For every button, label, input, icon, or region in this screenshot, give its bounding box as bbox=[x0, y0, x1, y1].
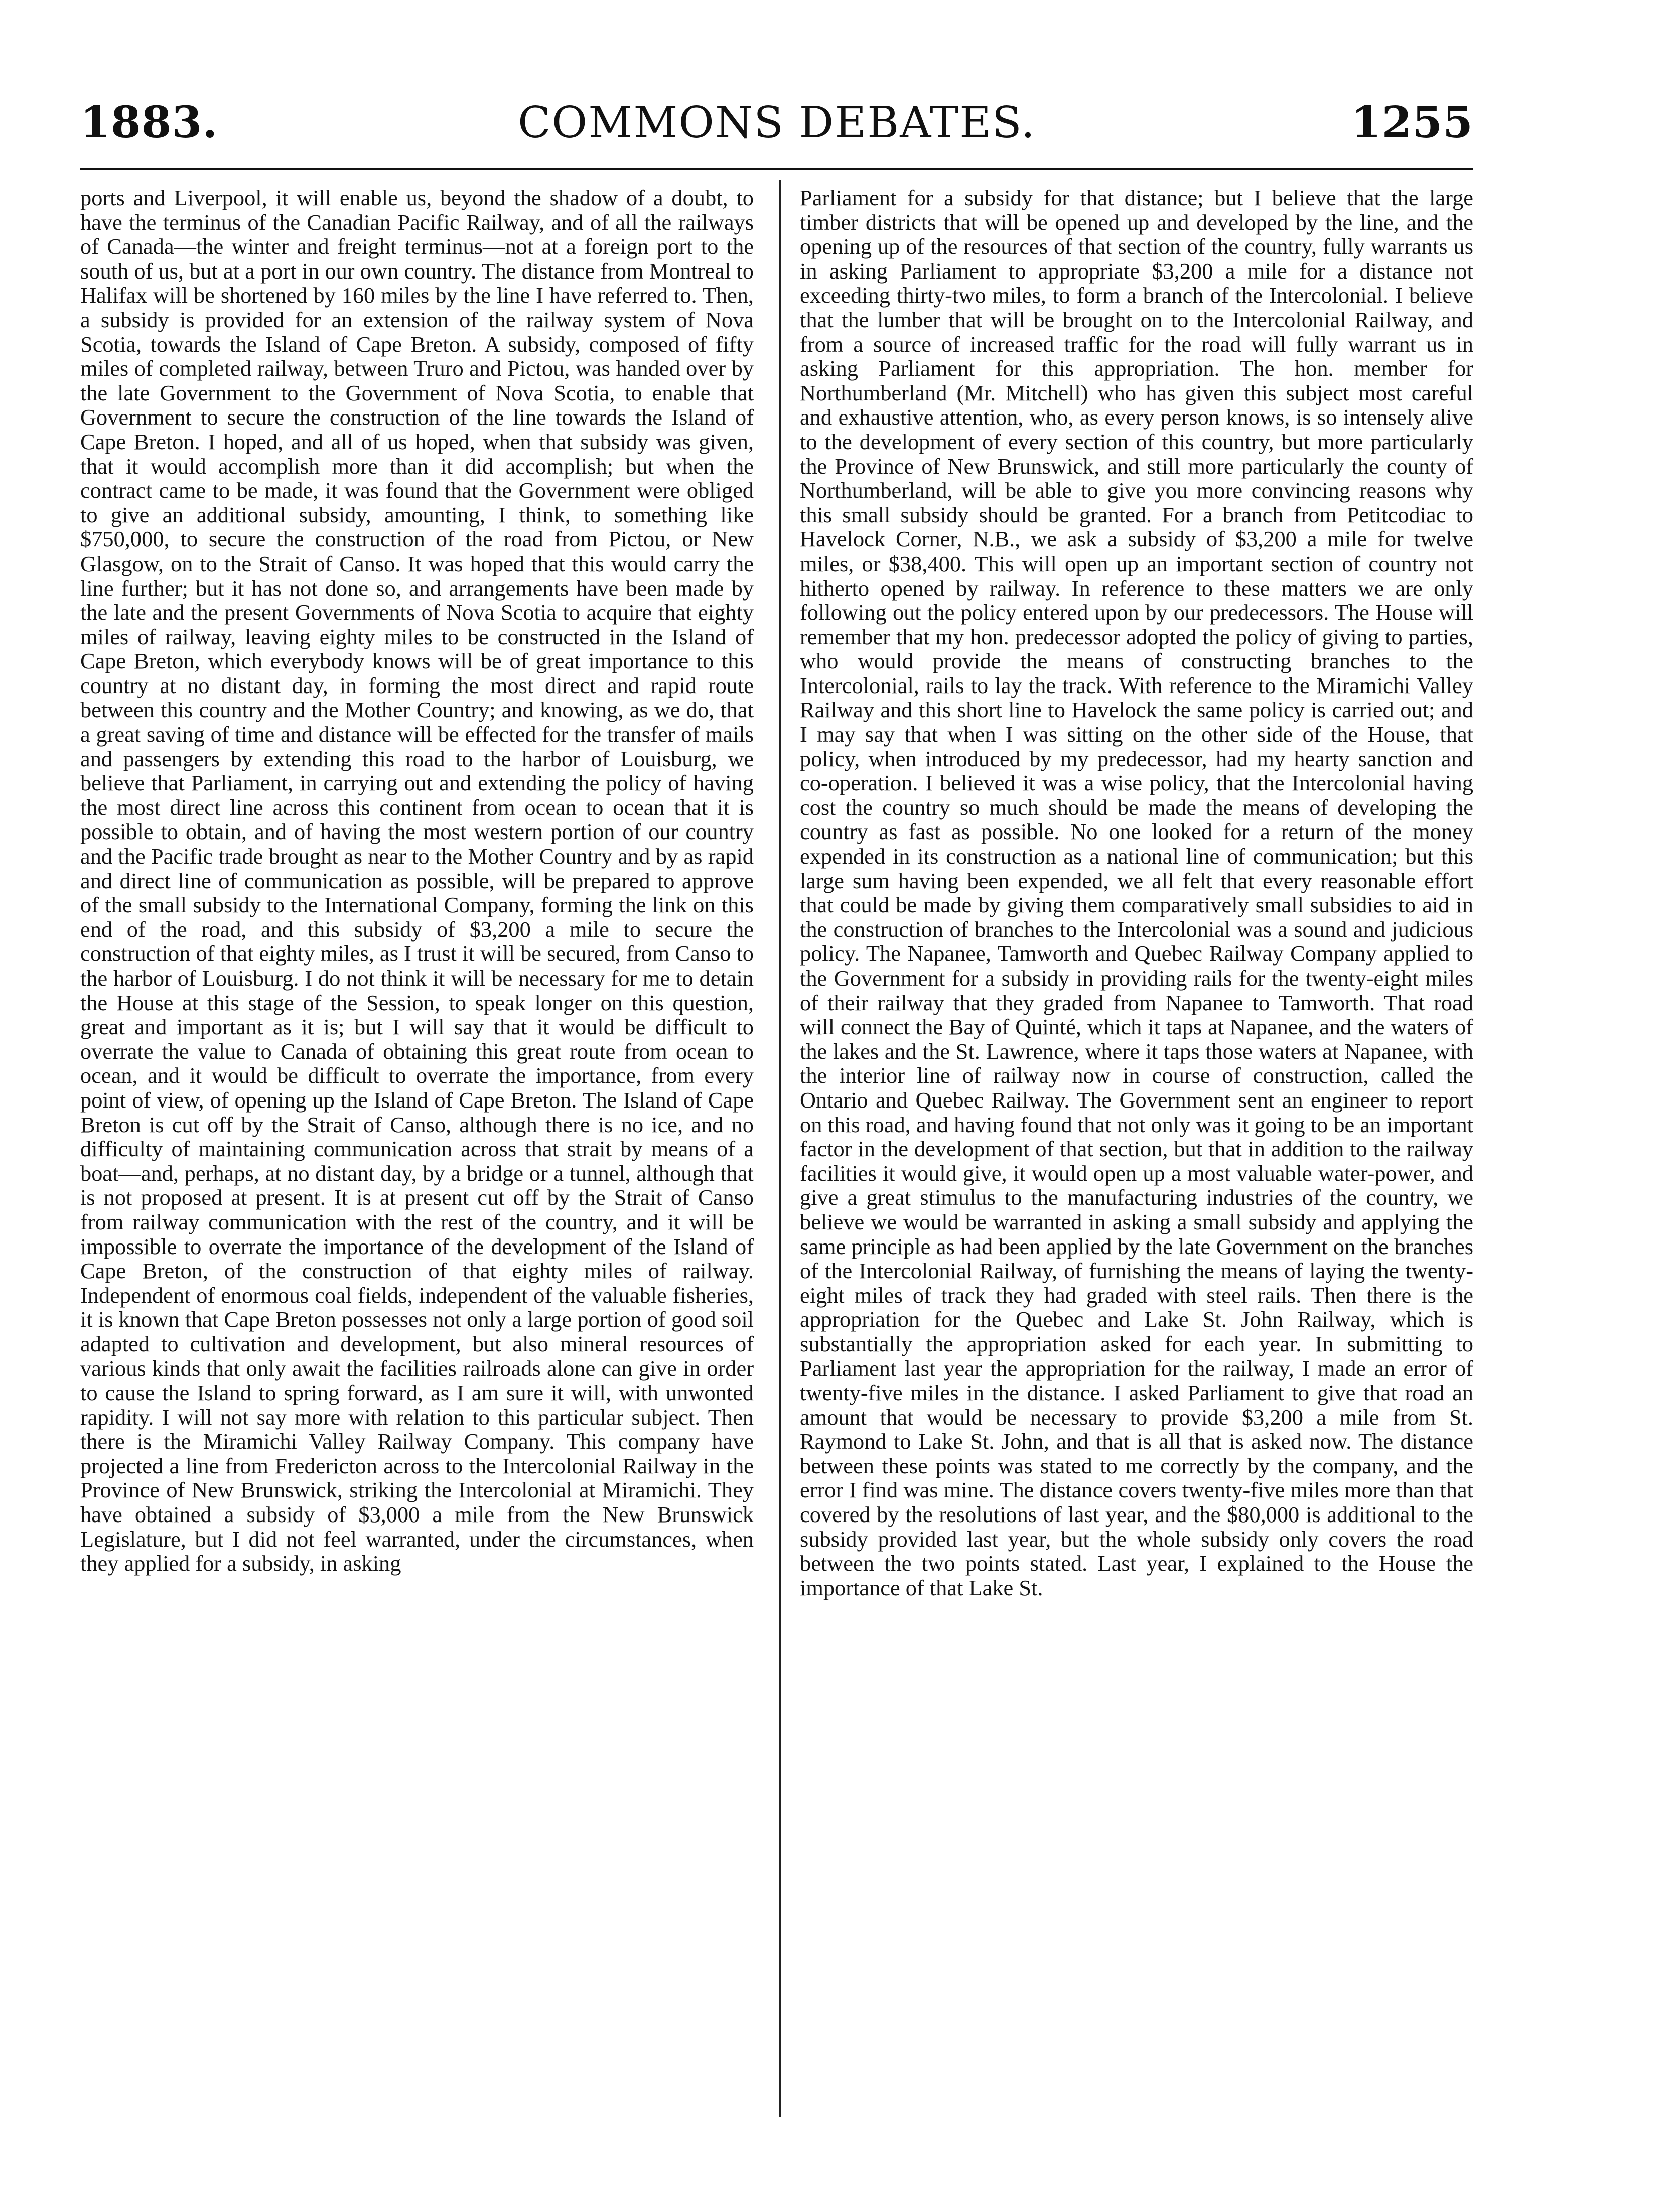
left-column-text: ports and Liverpool, it will enable us, beyond the shadow of a doubt, to have the terminus of the Canadian Pacific Railway, and of all the railways of Canada—the winter and freight terminus—not at a foreign port to the south of us, but at a port in our own country. The distance from Montreal to Halifax will be shortened by 160 miles by the line I have referred to. Then, a subsidy is provided for an extension of the railway system of Nova Scotia, towards the Island of Cape Breton. A subsidy, composed of fifty miles of completed railway, between Truro and Pictou, was handed over by the late Government to the Government of Nova Scotia, to enable that Government to secure the construction of the line towards the Island of Cape Breton. I hoped, and all of us hoped, when that subsidy was given, that it would accomplish more than it did accomplish; but when the contract came to be made, it was found that the Government were obliged to give an additional subsidy, amounting, I think, to something like $750,000, to secure the construction of the road from Pictou, or New Glasgow, on to the Strait of Canso. It was hoped that this would carry the line further; but it has not done so, and arrangements have been made by the late and the present Governments of Nova Scotia to acquire that eighty miles of railway, leaving eighty miles to be constructed in the Island of Cape Breton, which everybody knows will be of great importance to this country at no distant day, in forming the most direct and rapid route between this country and the Mother Country; and knowing, as we do, that a great saving of time and distance will be effected for the transfer of mails and passengers by extending this road to the harbor of Louisburg, we believe that Parliament, in carrying out and extending the policy of having the most direct line across this continent from ocean to ocean that it is possible to obtain, and of having the most western portion of our country and the Pacific trade brought as near to the Mother Country and by as rapid and direct line of communication as possible, will be prepared to approve of the small subsidy to the International Company, forming the link on this end of the road, and this subsidy of $3,200 a mile to secure the construction of that eighty miles, as I trust it will be secured, from Canso to the harbor of Louisburg. I do not think it will be necessary for me to detain the House at this stage of the Session, to speak longer on this question, great and important as it is; but I will say that it would be difficult to overrate the value to Canada of obtaining this great route from ocean to ocean, and it would be difficult to overrate the importance, from every point of view, of opening up the Island of Cape Breton. The Island of Cape Breton is cut off by the Strait of Canso, although there is no ice, and no difficulty of maintaining communication across that strait by means of a boat—and, perhaps, at no distant day, by a bridge or a tunnel, although that is not proposed at present. It is at present cut off by the Strait of Canso from railway communication with the rest of the country, and it will be impossible to overrate the importance of the development of the Island of Cape Breton, of the construction of that eighty miles of railway. Independent of enormous coal fields, independent of the valuable fisheries, it is known that Cape Breton possesses not only a large portion of good soil adapted to cultivation and development, but also mineral resources of various kinds that only await the facilities railroads alone can give in order to cause the Island to spring forward, as I am sure it will, with unwonted rapidity. I will not say more with relation to this particular subject. Then there is the Miramichi Valley Railway Company. This company have projected a line from Fredericton across to the Intercolonial Railway in the Province of New Brunswick, striking the Intercolonial at Miramichi. They have obtained a subsidy of $3,000 a mile from the New Brunswick Legislature, but I did not feel warranted, under the circumstances, when they applied for a subsidy, in asking bbox=[80, 185, 754, 1576]
header-title: COMMONS DEBATES. bbox=[517, 98, 1036, 148]
right-column bbox=[800, 186, 1473, 1600]
header-page-number: 1255 bbox=[1351, 97, 1473, 148]
header-year: 1883. bbox=[80, 97, 218, 148]
column-divider bbox=[779, 180, 781, 2117]
page-header bbox=[80, 95, 1473, 161]
header-rule bbox=[80, 168, 1473, 170]
right-column-text: Parliament for a subsidy for that distance; but I believe that the large timber districts that will be opened up and developed by the line, and the opening up of the resources of that section of the country, fully warrants us in asking Parliament to appropriate $3,200 a mile for a distance not exceeding thirty-two miles, to form a branch of the Intercolonial. I believe that the lumber that will be brought on to the Intercolonial Railway, and from a source of increased traffic for the road will fully warrant us in asking Parliament for this appropriation. The hon. member for Northumberland (Mr. Mitchell) who has given this subject most careful and exhaustive attention, who, as every person knows, is so intensely alive to the development of every section of this country, but more particularly the Province of New Brunswick, and still more particularly the county of Northumberland, will be able to give you more convincing reasons why this small subsidy should be granted. For a branch from Petitcodiac to Havelock Corner, N.B., we ask a subsidy of $3,200 a mile for twelve miles, or $38,400. This will open up an important section of country not hitherto opened by railway. In reference to these matters we are only following out the policy entered upon by our predecessors. The House will remember that my hon. predecessor adopted the policy of giving to parties, who would provide the means of constructing branches to the Intercolonial, rails to lay the track. With reference to the Miramichi Valley Railway and this short line to Havelock the same policy is carried out; and I may say that when I was sitting on the other side of the House, that policy, when introduced by my predecessor, had my hearty sanction and co-operation. I believed it was a wise policy, that the Intercolonial having cost the country so much should be made the means of developing the country as fast as possible. No one looked for a return of the money expended in its construction as a national line of communication; but this large sum having been expended, we all felt that every reasonable effort that could be made by giving them comparatively small subsidies to aid in the construction of branches to the Intercolonial was a sound and judicious policy. The Napanee, Tamworth and Quebec Railway Company applied to the Government for a subsidy in providing rails for the twenty-eight miles of their railway that they graded from Napanee to Tamworth. That road will connect the Bay of Quinté, which it taps at Napanee, and the waters of the lakes and the St. Lawrence, where it taps those waters at Napanee, with the interior line of railway now in course of construction, called the Ontario and Quebec Railway. The Government sent an engineer to report on this road, and having found that not only was it going to be an important factor in the development of that section, but that in addition to the railway facilities it would give, it would open up a most valuable water-power, and give a great stimulus to the manufacturing industries of the country, we believe we would be warranted in asking a small subsidy and applying the same principle as had been applied by the late Government on the branches of the Intercolonial Railway, of furnishing the means of laying the twenty-eight miles of track they had graded with steel rails. Then there is the appropriation for the Quebec and Lake St. John Railway, which is substantially the appropriation asked for each year. In submitting to Parliament last year the appropriation for the railway, I made an error of twenty-five miles in the distance. I asked Parliament to give that road an amount that would be necessary to provide $3,200 a mile from St. Raymond to Lake St. John, and that is all that is asked now. The distance between these points was stated to me correctly by the company, and the error I find was mine. The distance covers twenty-five miles more than that covered by the resolutions of last year, and the $80,000 is additional to the subsidy provided last year, but the whole subsidy only covers the road between the two points stated. Last year, I explained to the House the importance of that Lake St. bbox=[800, 185, 1473, 1600]
left-column bbox=[80, 186, 754, 1576]
